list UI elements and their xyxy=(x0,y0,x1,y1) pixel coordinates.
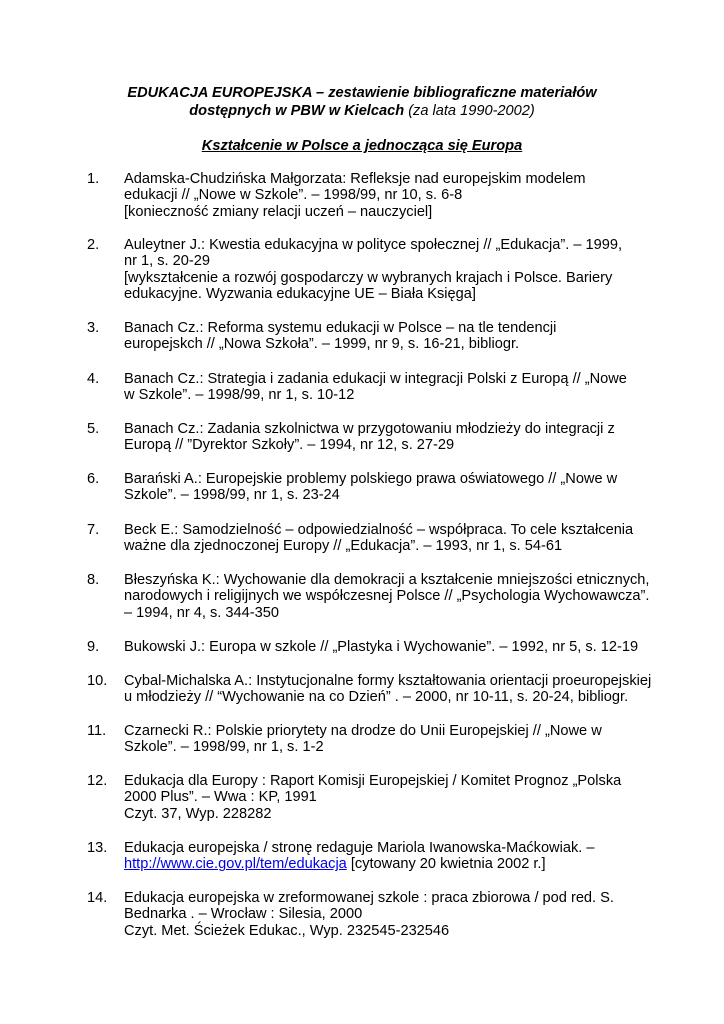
entry-line: Banach Cz.: Reforma systemu edukacji w Polsce – na tle tendencji xyxy=(124,320,557,336)
entry-line: Szkole”. – 1998/99, nr 1, s. 23-24 xyxy=(124,487,340,504)
entry-number: 13. xyxy=(87,840,108,856)
entry-line: Bednarka . – Wrocław : Silesia, 2000 xyxy=(124,906,363,923)
title-line-2-main: dostępnych w PBW w Kielcach xyxy=(189,103,405,119)
entry-text xyxy=(124,320,667,353)
entry-line: Barański A.: Europejskie problemy polskiego prawa oświatowego // „Nowe w xyxy=(124,471,618,487)
entry-line: w Szkole”. – 1998/99, nr 1, s. 10-12 xyxy=(124,387,355,404)
title-line-1: EDUKACJA EUROPEJSKA – zestawienie bibliograficzne materiałów xyxy=(127,85,597,101)
entry-number: 14. xyxy=(87,890,108,906)
entry-line: – 1994, nr 4, s. 344-350 xyxy=(124,604,279,621)
bibliography-entry xyxy=(87,522,667,555)
entry-text xyxy=(124,673,667,706)
entry-line: Europą // ”Dyrektor Szkoły”. – 1994, nr 12, s. 27-29 xyxy=(124,437,455,454)
bibliography-entry xyxy=(87,320,667,353)
bibliography-entry xyxy=(87,171,667,220)
entry-line: edukacyjne. Wyzwania edukacyjne UE – Biała Księga] xyxy=(124,286,476,303)
entry-number: 9. xyxy=(87,639,100,655)
bibliography-entry xyxy=(87,673,667,706)
entry-text xyxy=(124,639,667,655)
entry-line: Błeszyńska K.: Wychowanie dla demokracji a kształcenie mniejszości etnicznych, xyxy=(124,572,650,588)
entry-number: 4. xyxy=(87,371,100,387)
bibliography-entry xyxy=(87,639,667,655)
entry-number: 1. xyxy=(87,171,100,187)
bibliography-entry xyxy=(87,723,667,756)
entry-text xyxy=(124,773,667,822)
entry-line: Edukacja dla Europy : Raport Komisji Europejskiej / Komitet Prognoz „Polska xyxy=(124,773,622,789)
bibliography-entry xyxy=(87,572,667,621)
entry-line: europejskch // „Nowa Szkoła”. – 1999, nr 9, s. 16-21, bibliogr. xyxy=(124,336,520,353)
entry-text xyxy=(124,171,667,220)
entry-line xyxy=(124,856,667,872)
entry-text xyxy=(124,522,667,555)
bibliography-entry xyxy=(87,840,667,873)
bibliography-entry xyxy=(87,773,667,822)
entry-text xyxy=(124,723,667,756)
entry-line: Banach Cz.: Zadania szkolnictwa w przygotowaniu młodzieży do integracji z xyxy=(124,421,615,437)
entry-line: ważne dla zjednoczonej Europy // „Edukacja”. – 1993, nr 1, s. 54-61 xyxy=(124,538,563,555)
section-heading: Kształcenie w Polsce a jednocząca się Europa xyxy=(201,138,523,154)
entry-line: Banach Cz.: Strategia i zadania edukacji w integracji Polski z Europą // „Nowe xyxy=(124,371,627,387)
entry-line: Edukacja europejska / stronę redaguje Mariola Iwanowska-Maćkowiak. – xyxy=(124,840,595,856)
bibliography-entry xyxy=(87,237,667,303)
entry-text xyxy=(124,371,667,404)
citation-date: [cytowany 20 kwietnia 2002 r.] xyxy=(346,856,546,873)
entry-number: 5. xyxy=(87,421,100,437)
entry-line: Beck E.: Samodzielność – odpowiedzialność – współpraca. To cele kształcenia xyxy=(124,522,634,538)
bibliography-entry xyxy=(87,371,667,404)
entry-number: 8. xyxy=(87,572,100,588)
entry-number: 7. xyxy=(87,522,100,538)
title-years: (za lata 1990-2002) xyxy=(404,103,535,119)
bibliography-entry xyxy=(87,421,667,454)
entry-number: 12. xyxy=(87,773,108,789)
entry-line: Auleytner J.: Kwestia edukacyjna w polityce społecznej // „Edukacja”. – 1999, xyxy=(124,237,623,253)
entry-number: 11. xyxy=(87,723,107,739)
entry-text xyxy=(124,471,667,504)
entry-line: Czyt. Met. Ścieżek Edukac., Wyp. 232545-232546 xyxy=(124,922,450,939)
entry-text xyxy=(124,572,667,621)
entry-line: u młodzieży // “Wychowanie na co Dzień” . – 2000, nr 10-11, s. 20-24, bibliogr. xyxy=(124,689,629,706)
entry-line: nr 1, s. 20-29 xyxy=(124,253,210,270)
entry-line: edukacji // „Nowe w Szkole”. – 1998/99, nr 10, s. 6-8 xyxy=(124,187,463,204)
document-title xyxy=(0,84,724,120)
entry-line: Szkole”. – 1998/99, nr 1, s. 1-2 xyxy=(124,739,324,756)
entry-line: Adamska-Chudzińska Małgorzata: Refleksje nad europejskim modelem xyxy=(124,171,586,187)
entry-text xyxy=(124,890,667,939)
entry-line: [konieczność zmiany relacji uczeń – nauczyciel] xyxy=(124,203,433,220)
entry-number: 6. xyxy=(87,471,100,487)
entry-line: narodowych i religijnych we współczesnej Polsce // „Psychologia Wychowawcza”. xyxy=(124,588,650,605)
title-line-2 xyxy=(0,102,724,120)
entry-number: 2. xyxy=(87,237,100,253)
entry-text xyxy=(124,840,667,873)
entry-line: Czyt. 37, Wyp. 228282 xyxy=(124,805,272,822)
entry-line: Edukacja europejska w zreformowanej szkole : praca zbiorowa / pod red. S. xyxy=(124,890,614,906)
entry-line: Cybal-Michalska A.: Instytucjonalne formy kształtowania orientacji proeuropejskiej xyxy=(124,673,652,689)
entry-text xyxy=(124,237,667,303)
entry-line: [wykształcenie a rozwój gospodarczy w wybranych krajach i Polsce. Bariery xyxy=(124,269,613,286)
entry-number: 3. xyxy=(87,320,100,336)
entry-number: 10. xyxy=(87,673,108,689)
entry-line: Czarnecki R.: Polskie priorytety na drodze do Unii Europejskiej // „Nowe w xyxy=(124,723,602,739)
entry-url-link[interactable]: http://www.cie.gov.pl/tem/edukacja xyxy=(124,856,347,873)
bibliography-entry xyxy=(87,890,667,939)
entry-line: 2000 Plus”. – Wwa : KP, 1991 xyxy=(124,789,317,806)
entry-text xyxy=(124,421,667,454)
entry-line: Bukowski J.: Europa w szkole // „Plastyka i Wychowanie”. – 1992, nr 5, s. 12-19 xyxy=(124,639,639,655)
bibliography-entry xyxy=(87,471,667,504)
